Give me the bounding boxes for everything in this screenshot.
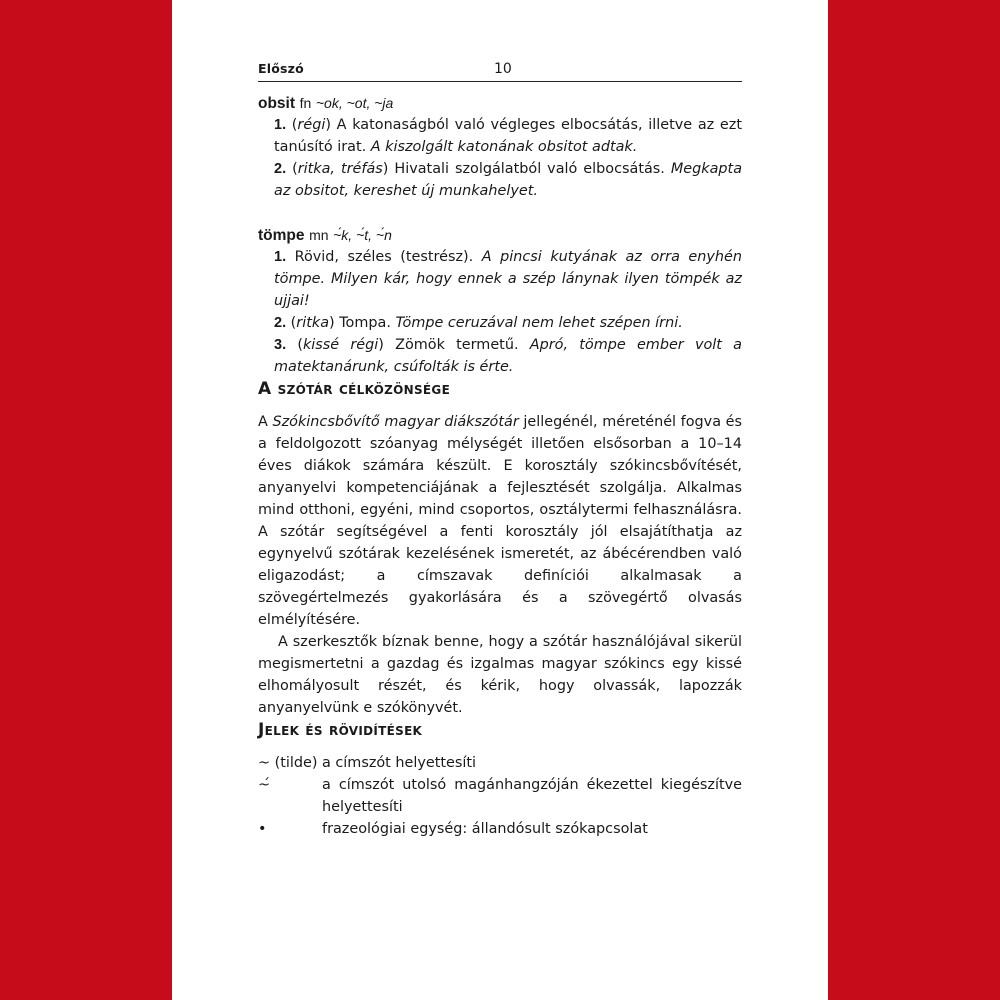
inflected-forms: ~ok, ~ot, ~ja xyxy=(315,95,394,111)
usage-qualifier: régi xyxy=(297,117,326,133)
legend-row xyxy=(258,774,742,818)
sense-number: 3. xyxy=(274,337,287,353)
entry-headline xyxy=(258,224,742,246)
paragraph-text: jellegénél, méreténél fogva és a feldolgozott szóanyag mélységét illetően elsősorban a 10–14 éves diákok számára készült. E korosztály szókincsbővítését, anyanyelvi kompetenciájának a fejlesztését szolgálja. Alkalmas mind otthoni, egyéni, mind csoportos, osztálytermi felhasználásra. A szótár segítségével a fenti korosztály jól elsajátíthatja az egynyelvű szótárak kezelésének ismeretét, az ábécérendben való eligazodást; a címszavak definíciói alkalmasak a szövegértelmezés gyakorlására és a szövegértő olvasás elmélyítésére. xyxy=(258,414,742,628)
part-of-speech: fn xyxy=(299,95,312,111)
audience-paragraph-2: A szerkesztők bíznak benne, hogy a szótár használójával sikerül megismertetni a gazdag és izgalmas magyar szókincs egy kissé elhomályosult részét, és kérik, hogy olvassák, lapozzák anyanyelvünk e szókönyvét. xyxy=(258,634,742,716)
example-sentence: Tömpe ceruzával nem lehet szépen írni. xyxy=(395,315,683,331)
legend-row xyxy=(258,752,742,774)
headword: obsit xyxy=(258,95,296,112)
entry-headline xyxy=(258,92,742,114)
legend-description: a címszót helyettesíti xyxy=(322,755,477,771)
usage-qualifier: ritka xyxy=(296,315,330,331)
sense-1: 1. (régi) A katonaságból való végleges elbocsátás, illetve az ezt tanúsító irat. A kiszolgált katonának obsitot adtak. xyxy=(274,117,742,155)
sense-number: 2. xyxy=(274,315,287,331)
symbols-list xyxy=(258,752,742,840)
dictionary-entry-tompe xyxy=(258,224,742,378)
sense-number: 1. xyxy=(274,249,287,265)
sense-definition: Hivatali szolgálatból való elbocsátás. xyxy=(388,161,665,177)
sense-number: 2. xyxy=(274,161,287,177)
sense-3: 3. (kissé régi) Zömök termetű. Apró, tömpe ember volt a matektanárunk, csúfolták is érte. xyxy=(274,337,742,375)
example-sentence: A pincsi kutyának az orra enyhén tömpe. Milyen kár, hogy ennek a szép lánynak ilyen tömpék az ujjai! xyxy=(274,249,743,309)
page-header xyxy=(258,58,742,82)
sense-definition: Tompa. xyxy=(334,315,391,331)
section-heading-audience: A szótár célközönsége xyxy=(258,379,451,399)
paragraph-text: A xyxy=(258,414,273,430)
sense-definition: A katonaságból való végleges elbocsátás, illetve az ezt tanúsító irat. xyxy=(274,117,742,155)
legend-symbol: • xyxy=(258,821,267,837)
dictionary-title: Szókincsbővítő magyar diákszótár xyxy=(272,414,519,430)
part-of-speech: mn xyxy=(309,227,329,243)
usage-qualifier: kissé régi xyxy=(302,337,379,353)
example-sentence: Apró, tömpe ember volt a matektanárunk, csúfolták is érte. xyxy=(274,337,742,375)
book-page xyxy=(172,0,828,1000)
page-number: 10 xyxy=(494,61,512,77)
legend-symbol: ~́ xyxy=(258,777,271,793)
legend-description: a címszót utolsó magánhangzóján ékezettel kiegészítve helyettesíti xyxy=(322,777,742,815)
legend-symbol: ~ (tilde) xyxy=(258,755,318,771)
section-heading-symbols: Jelek és rövidítések xyxy=(258,720,423,740)
legend-description: frazeológiai egység: állandósult szókapcsolat xyxy=(322,821,648,837)
page-content xyxy=(258,58,742,840)
legend-row xyxy=(258,818,742,840)
headword: tömpe xyxy=(258,227,305,244)
dictionary-entry-obsit xyxy=(258,92,742,202)
audience-paragraph-1 xyxy=(258,411,742,631)
example-sentence: Megkapta az obsitot, kereshet új munkahelyet. xyxy=(274,161,743,199)
sense-2: 2. (ritka, tréfás) Hivatali szolgálatból való elbocsátás. Megkapta az obsitot, kereshet új munkahelyet. xyxy=(274,161,743,199)
sense-1 xyxy=(258,246,742,312)
example-sentence: A kiszolgált katonának obsitot adtak. xyxy=(370,139,638,155)
running-title: Előszó xyxy=(258,61,304,76)
usage-qualifier: ritka, tréfás xyxy=(297,161,383,177)
inflected-forms: ~́k, ~́t, ~́n xyxy=(333,227,392,243)
sense-definition: Zömök termetű. xyxy=(383,337,519,353)
sense-number: 1. xyxy=(274,117,287,133)
sense-definition: Rövid, széles (testrész). xyxy=(294,249,474,265)
sense-2: 2. (ritka) Tompa. Tömpe ceruzával nem lehet szépen írni. xyxy=(274,315,683,331)
